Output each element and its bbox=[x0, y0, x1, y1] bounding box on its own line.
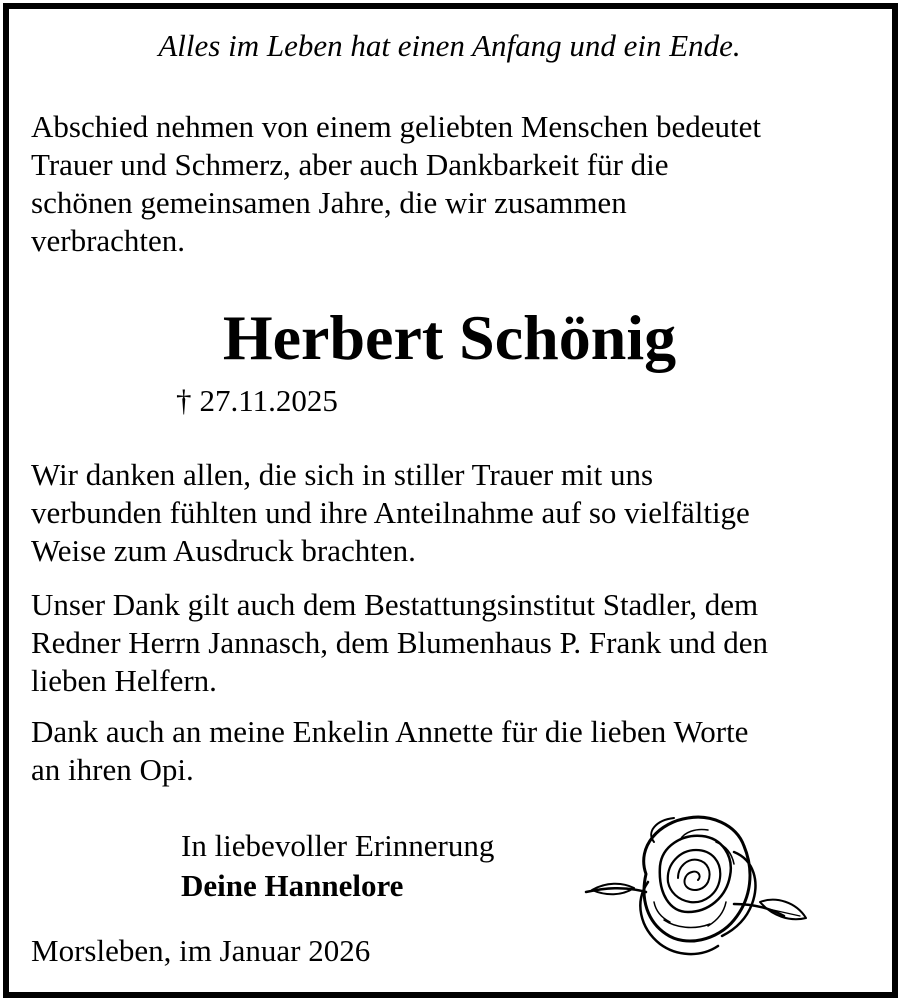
signer-name: Deine Hannelore bbox=[181, 868, 404, 903]
intro-line: Trauer und Schmerz, aber auch Dankbarkeit für die bbox=[31, 147, 669, 182]
death-date-line bbox=[176, 382, 338, 420]
thanks-line: Dank auch an meine Enkelin Annette für die lieben Worte bbox=[31, 714, 749, 749]
thanks-paragraph-3 bbox=[31, 713, 748, 789]
intro-paragraph bbox=[31, 108, 761, 260]
thanks-line: Weise zum Ausdruck brachten. bbox=[31, 533, 416, 568]
thanks-paragraph-2 bbox=[31, 586, 768, 700]
place-date: Morsleben, im Januar 2026 bbox=[31, 933, 371, 968]
closing-block bbox=[181, 826, 494, 906]
rose-illustration-icon bbox=[584, 812, 810, 962]
thanks-line: Wir danken allen, die sich in stiller Trauer mit uns bbox=[31, 457, 654, 492]
thanks-line: verbunden fühlten und ihre Anteilnahme auf so vielfältige bbox=[31, 495, 750, 530]
cross-icon: † bbox=[176, 383, 192, 418]
intro-line: verbrachten. bbox=[31, 223, 186, 258]
thanks-line: lieben Helfern. bbox=[31, 663, 217, 698]
thanks-paragraph-1 bbox=[31, 456, 750, 570]
deceased-name: Herbert Schönig bbox=[222, 302, 677, 373]
motto: Alles im Leben hat einen Anfang und ein Ende. bbox=[158, 28, 741, 63]
closing-phrase: In liebevoller Erinnerung bbox=[181, 828, 495, 863]
thanks-line: an ihren Opi. bbox=[31, 752, 194, 787]
thanks-line: Unser Dank gilt auch dem Bestattungsinstitut Stadler, dem bbox=[31, 587, 759, 622]
intro-line: Abschied nehmen von einem geliebten Menschen bedeutet bbox=[31, 109, 761, 144]
thanks-line: Redner Herrn Jannasch, dem Blumenhaus P. Frank und den bbox=[31, 625, 768, 660]
death-date: 27.11.2025 bbox=[199, 383, 338, 418]
intro-line: schönen gemeinsamen Jahre, die wir zusammen bbox=[31, 185, 627, 220]
